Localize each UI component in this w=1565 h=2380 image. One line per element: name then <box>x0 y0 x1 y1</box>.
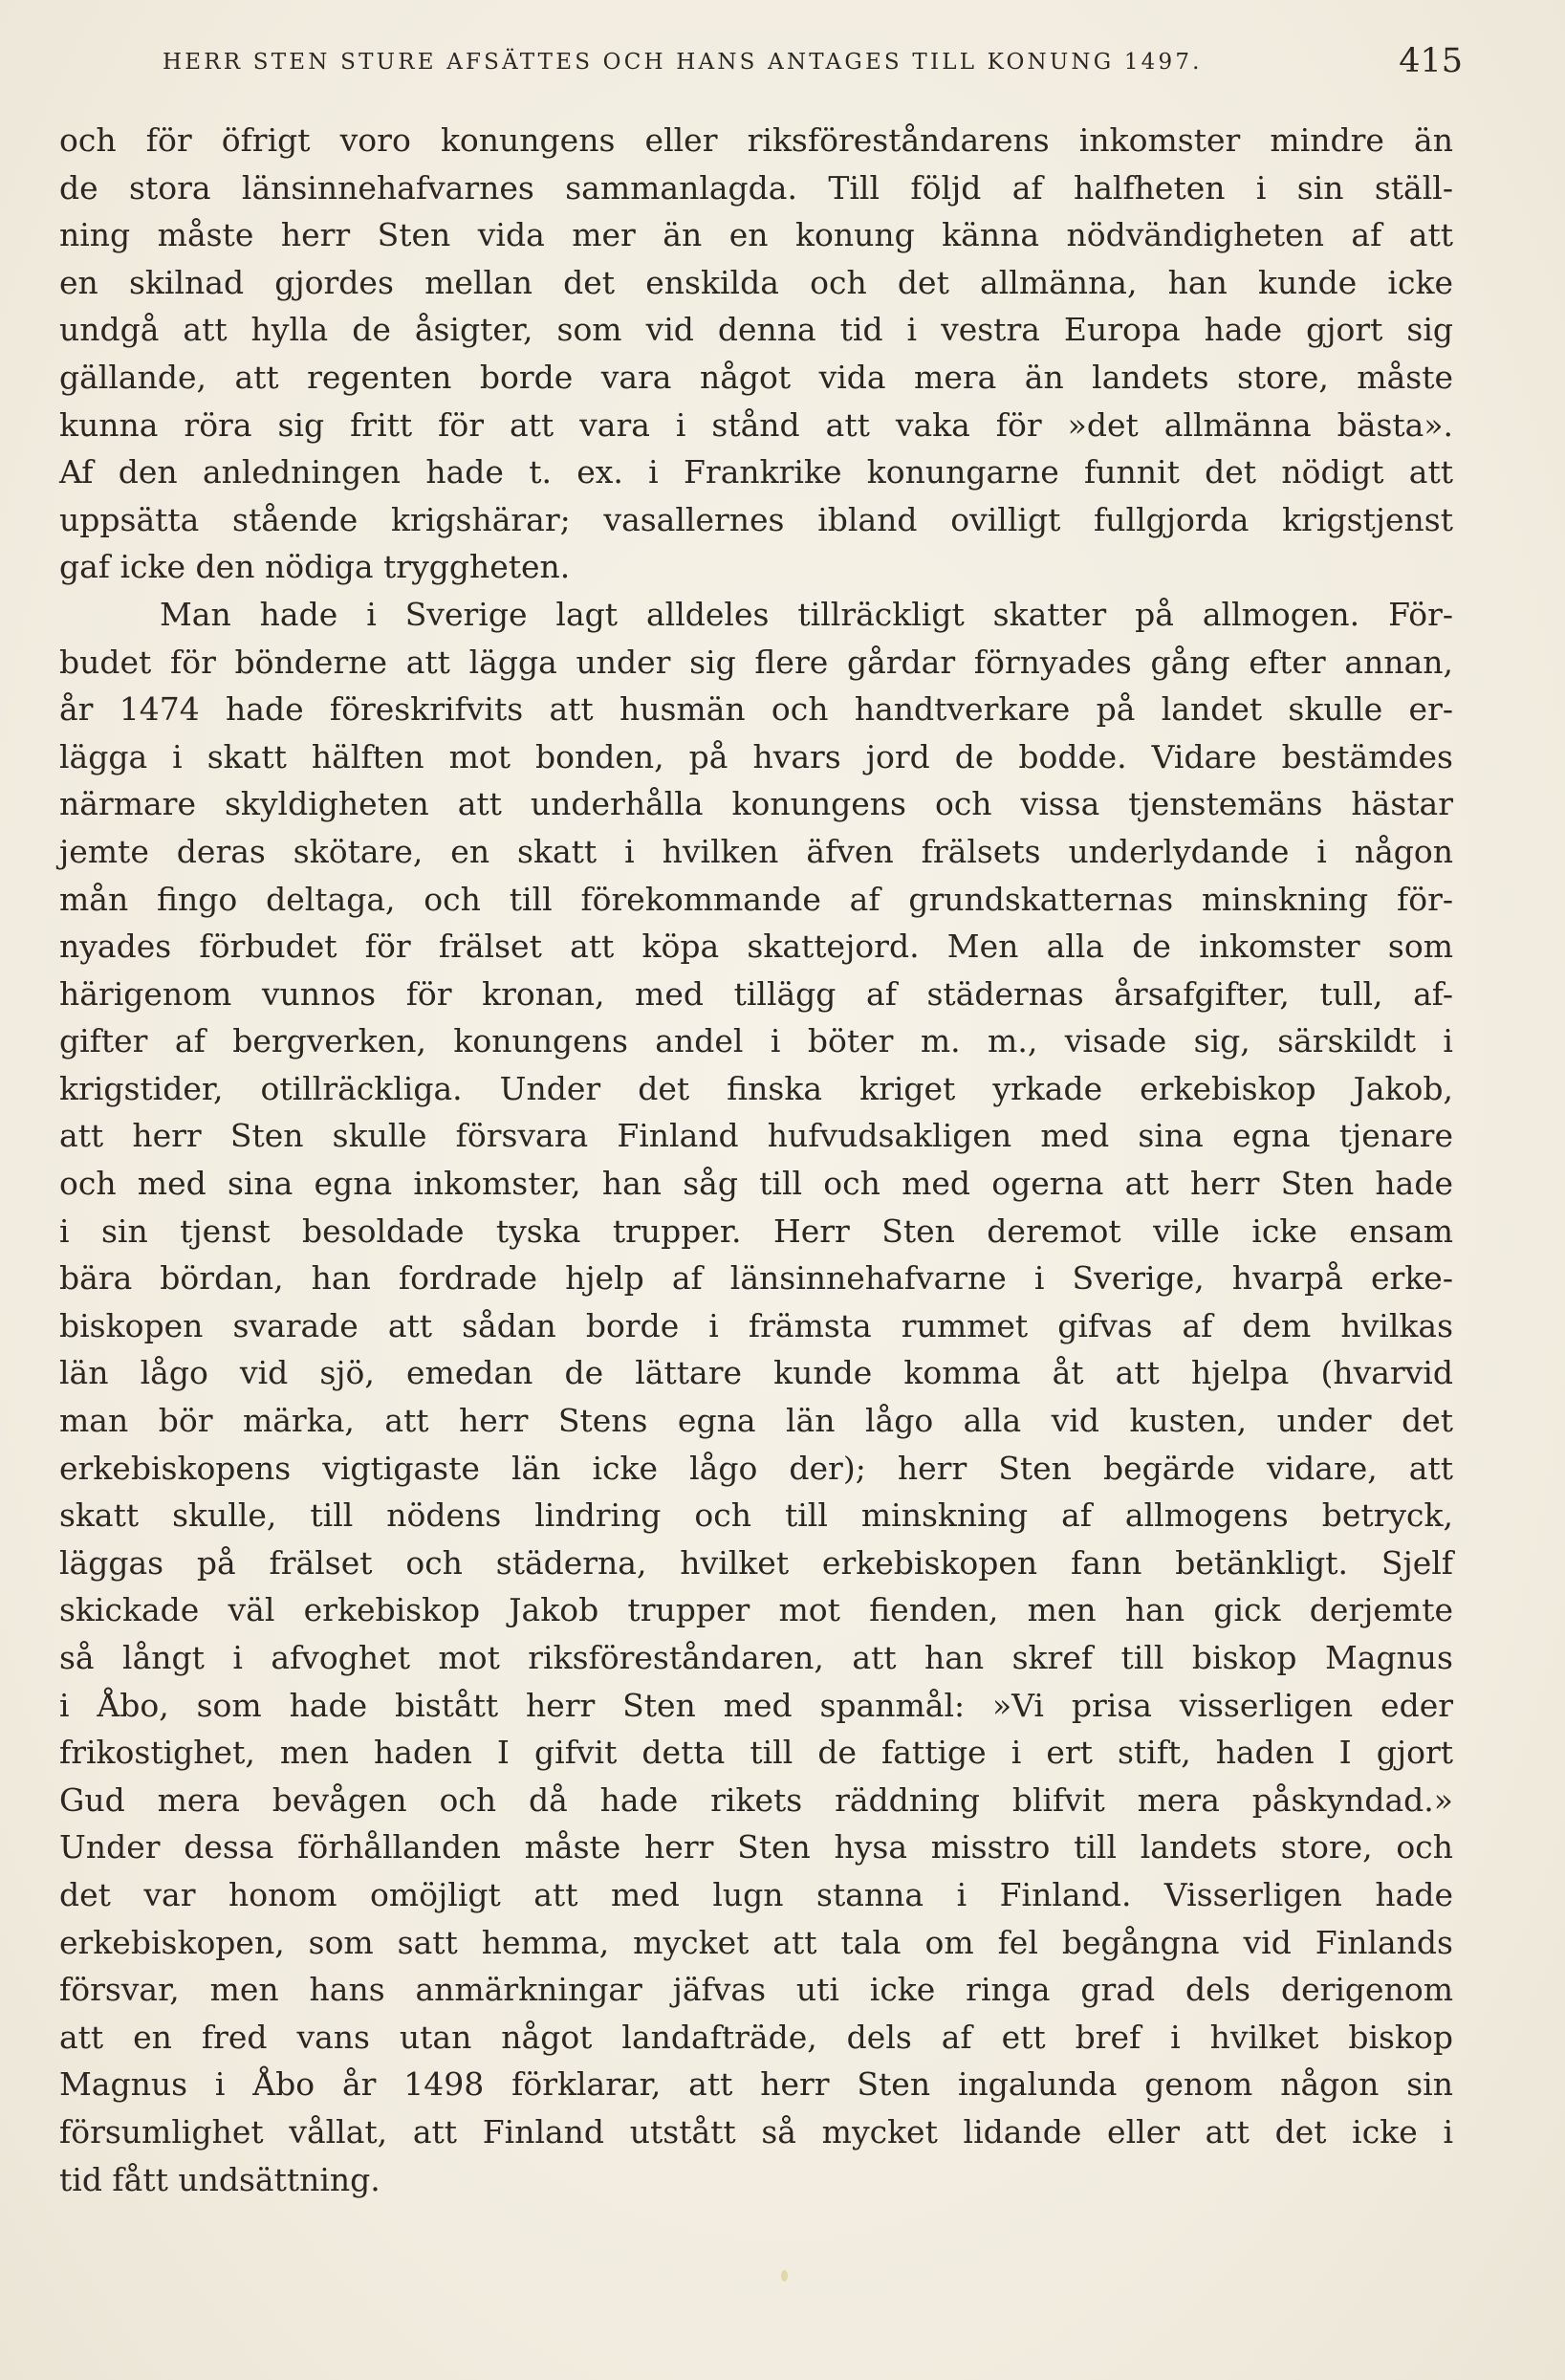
text-line: det var honom omöjligt att med lugn stanna i Finland. Visserligen hade <box>59 1875 1453 1913</box>
text-line: kunna röra sig fritt för att vara i stånd att vaka för »det allmänna bästa». <box>59 405 1453 444</box>
text-line: Magnus i Åbo år 1498 förklarar, att herr Sten ingalunda genom någon sin <box>59 2065 1453 2104</box>
text-line: mån fingo deltaga, och till förekommande af grundskatternas minskning för- <box>59 880 1453 918</box>
text-line: skickade väl erkebiskop Jakob trupper mot fienden, men han gick derjemte <box>59 1591 1453 1629</box>
text-line: år 1474 hade föreskrifvits att husmän och handtverkare på landet skulle er- <box>59 690 1453 729</box>
text-line: biskopen svarade att sådan borde i främsta rummet gifvas af dem hvilkas <box>59 1306 1453 1344</box>
text-line: försvar, men hans anmärkningar jäfvas uti icke ringa grad dels derigenom <box>59 1971 1453 2009</box>
text-line: att en fred vans utan något landafträde, dels af ett bref i hvilket biskop <box>59 2018 1453 2056</box>
text-line: gällande, att regenten borde vara något vida mera än landets store, måste <box>59 358 1453 396</box>
text-line: jemte deras skötare, en skatt i hvilken äfven frälsets underlydande i någon <box>59 832 1453 870</box>
paragraph-end-line: tid fått undsättning. <box>59 2160 380 2198</box>
text-line: gifter af bergverken, konungens andel i böter m. m., visade sig, särskildt i <box>59 1022 1453 1060</box>
page-number: 415 <box>1399 42 1463 80</box>
text-line: man bör märka, att herr Stens egna län lågo alla vid kusten, under det <box>59 1402 1453 1440</box>
text-line: en skilnad gjordes mellan det enskilda och det allmänna, han kunde icke <box>59 263 1453 301</box>
running-head: HERR STEN STURE AFSÄTTES OCH HANS ANTAGES TILL KONUNG 1497. <box>163 50 1203 75</box>
text-line: de stora länsinnehafvarnes sammanlagda. Till följd af halfheten i sin ställ- <box>59 168 1453 207</box>
text-line: nyades förbudet för frälset att köpa skattejord. Men alla de inkomster som <box>59 928 1453 966</box>
text-line: bära bördan, han fordrade hjelp af länsinnehafvarne i Sverige, hvarpå erke- <box>59 1259 1453 1298</box>
page-header <box>163 42 1463 88</box>
text-line: så långt i afvoghet mot riksföreståndaren, att han skref till biskop Magnus <box>59 1639 1453 1676</box>
text-line: län lågo vid sjö, emedan de lättare kunde komma åt att hjelpa (hvarvid <box>59 1354 1453 1392</box>
body-text <box>59 117 1453 2203</box>
text-line: erkebiskopens vigtigaste län icke lågo der); herr Sten begärde vidare, att <box>59 1449 1453 1487</box>
text-line: erkebiskopen, som satt hemma, mycket att tala om fel begångna vid Finlands <box>59 1923 1453 1961</box>
paper-speck <box>781 2270 788 2282</box>
text-line: lägga i skatt hälften mot bonden, på hvars jord de bodde. Vidare bestämdes <box>59 737 1453 775</box>
paragraph-start-line: Man hade i Sverige lagt alldeles tillräckligt skatter på allmogen. För- <box>160 595 1453 633</box>
paragraph-end-line: gaf icke den nödiga tryggheten. <box>59 548 571 586</box>
text-line: budet för bönderne att lägga under sig flere gårdar förnyades gång efter annan, <box>59 643 1453 681</box>
text-line: frikostighet, men haden I gifvit detta till de fattige i ert stift, haden I gjort <box>59 1734 1453 1772</box>
text-line: Af den anledningen hade t. ex. i Frankrike konungarne funnit det nödigt att <box>59 453 1453 491</box>
text-line: och för öfrigt voro konungens eller riksföreståndarens inkomster mindre än <box>59 121 1453 159</box>
text-line: uppsätta stående krigshärar; vasallernes ibland ovilligt fullgjorda krigstjenst <box>59 500 1453 538</box>
text-line: i Åbo, som hade bistått herr Sten med spanmål: »Vi prisa visserligen eder <box>59 1686 1453 1724</box>
text-line: närmare skyldigheten att underhålla konungens och vissa tjenstemäns hästar <box>59 785 1453 823</box>
text-line: krigstider, otillräckliga. Under det finska kriget yrkade erkebiskop Jakob, <box>59 1069 1453 1107</box>
text-line: Under dessa förhållanden måste herr Sten hysa misstro till landets store, och <box>59 1828 1453 1867</box>
text-line: skatt skulle, till nödens lindring och till minskning af allmogens betryck, <box>59 1496 1453 1535</box>
text-line: att herr Sten skulle försvara Finland hufvudsakligen med sina egna tjenare <box>59 1117 1453 1155</box>
text-line: Gud mera bevågen och då hade rikets räddning blifvit mera påskyndad.» <box>59 1780 1453 1819</box>
text-line: i sin tjenst besoldade tyska trupper. Herr Sten deremot ville icke ensam <box>59 1212 1453 1250</box>
text-line: och med sina egna inkomster, han såg till och med ogerna att herr Sten hade <box>59 1165 1453 1203</box>
text-line: härigenom vunnos för kronan, med tillägg af städernas årsafgifter, tull, af- <box>59 974 1453 1013</box>
text-line: ning måste herr Sten vida mer än en konung känna nödvändigheten af att <box>59 216 1453 254</box>
text-line: läggas på frälset och städerna, hvilket erkebiskopen fann betänkligt. Sjelf <box>59 1543 1453 1582</box>
text-line: undgå att hylla de åsigter, som vid denna tid i vestra Europa hade gjort sig <box>59 311 1453 349</box>
text-line: försumlighet vållat, att Finland utstått så mycket lidande eller att det icke i <box>59 2112 1453 2151</box>
